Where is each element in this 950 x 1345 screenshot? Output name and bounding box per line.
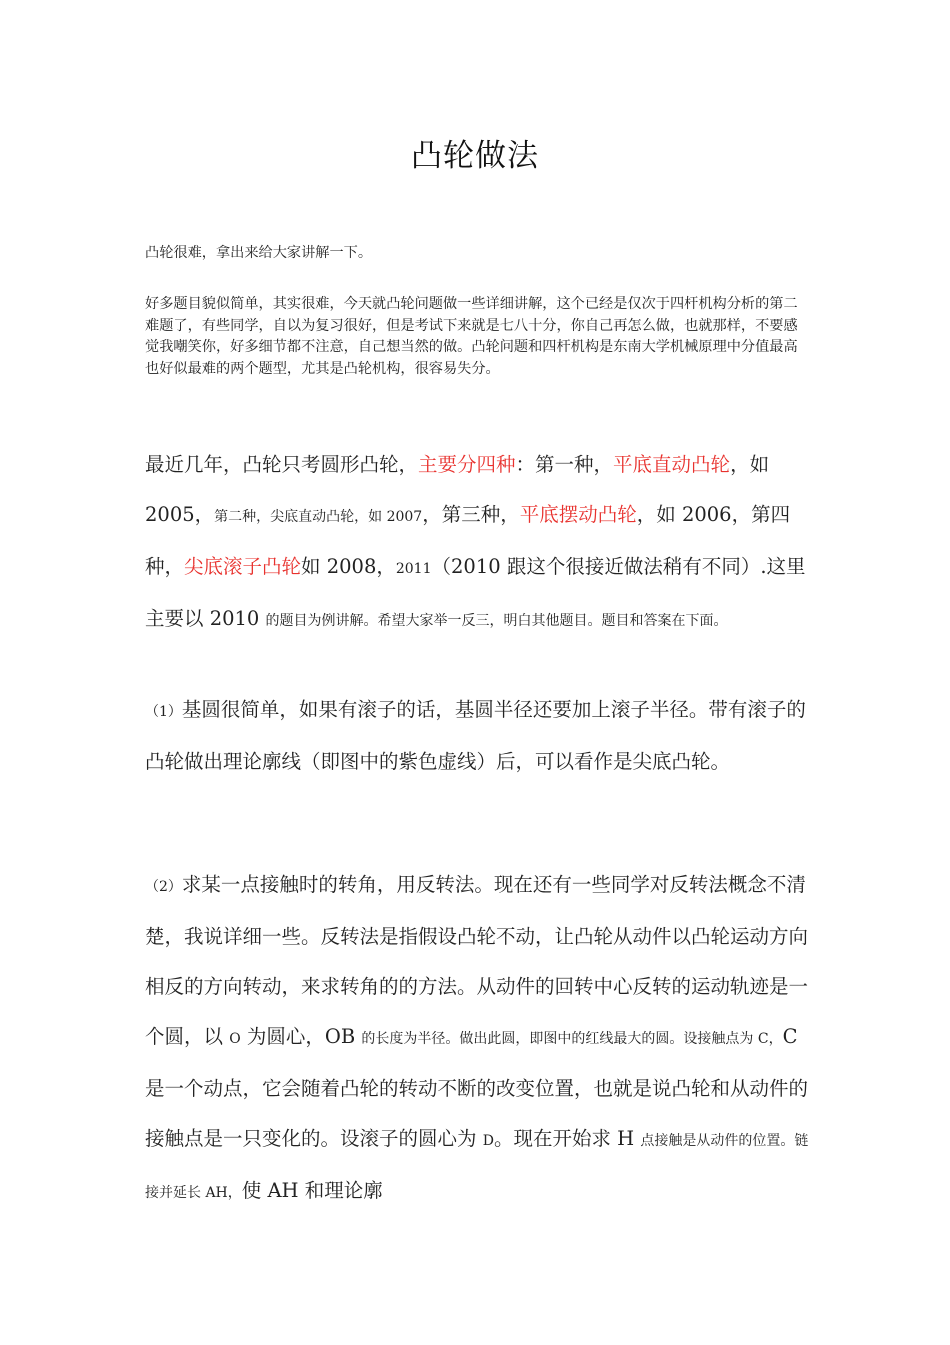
exam-types-text-1: 最近几年，凸轮只考圆形凸轮， <box>145 453 419 476</box>
background-paragraph: 好多题目貌似简单，其实很难，今天就凸轮问题做一些详细讲解，这个已经是仅次于四杆机构分析的第二难题了，有些同学，自以为复习很好，但是考试下来就是七八十分，你自己再怎么做，也就那样，不要感觉我嘲笑你，好多细节都不注意，自己想当然的做。凸轮问题和四杆机构是东南大学机械原理中分值最高也好似最难的两个题型，尤其是凸轮机构，很容易失分。 <box>145 296 798 377</box>
inversion-text-2: O <box>229 1031 241 1047</box>
highlight-roller-cam: 尖底滚子凸轮 <box>184 555 302 578</box>
highlight-four-types: 主要分四种 <box>418 453 516 476</box>
exam-types-text-5: ，第三种， <box>422 503 520 526</box>
inversion-text-1: 求某一点接触时的转角，用反转法。现在还有一些同学对反转法概念不清楚，我说详细一些。反转法是指假设凸轮不动，让凸轮从动件以凸轮运动方向相反的方向转动，来求转角的的方法。从动件的回转中心反转的运动轨迹是一个圆，以 <box>145 873 809 1048</box>
item-number-1: （1） <box>145 704 182 720</box>
exam-types-text-9: （2010 跟这个很接近做法稍有不同）.这里主要以 2010 <box>145 555 806 630</box>
inversion-text-7: 。现在开始求 H <box>493 1127 641 1150</box>
inversion-text-3: 为圆心，OB <box>240 1025 362 1048</box>
highlight-flat-translating-cam: 平底直动凸轮 <box>613 453 731 476</box>
intro-paragraph: 凸轮很难，拿出来给大家讲解一下。 <box>145 245 373 261</box>
inversion-method-paragraph <box>145 860 810 1218</box>
highlight-flat-oscillating-cam: 平底摆动凸轮 <box>519 503 637 526</box>
inversion-text-5: C 是一个动点，它会随着凸轮的转动不断的改变位置，也就是说凸轮和从动件的接触点是一只变化的。设滚子的圆心为 <box>145 1025 809 1150</box>
exam-types-text-7: 如 2008， <box>301 555 396 578</box>
inversion-text-9: 使 AH 和理论廓 <box>241 1179 383 1202</box>
exam-types-text-8: 2011 <box>395 561 432 577</box>
inversion-text-4: 的长度为半径。做出此圆，即图中的红线最大的圆。设接触点为 C， <box>361 1031 783 1047</box>
item-number-2: （2） <box>145 879 182 895</box>
page-title: 凸轮做法 <box>411 138 539 174</box>
inversion-text-6: D <box>482 1133 494 1149</box>
exam-types-text-3: ，如 2005， <box>145 453 770 526</box>
exam-types-text-4: 第二种，尖底直动凸轮，如 2007 <box>214 509 423 525</box>
exam-types-paragraph <box>145 440 810 646</box>
base-circle-text: 基圆很简单，如果有滚子的话，基圆半径还要加上滚子半径。带有滚子的凸轮做出理论廓线（即图中的紫色虚线）后，可以看作是尖底凸轮。 <box>145 698 806 773</box>
exam-types-text-2: ：第一种， <box>515 453 614 476</box>
exam-types-text-10: 的题目为例讲解。希望大家举一反三，明白其他题目。题目和答案在下面。 <box>265 613 728 629</box>
inversion-text-8: 点接触是从动件的位置。链接并延长 AH， <box>145 1133 809 1201</box>
base-circle-paragraph <box>145 685 810 787</box>
exam-types-text-6: ，如 2006，第四种， <box>145 503 791 578</box>
